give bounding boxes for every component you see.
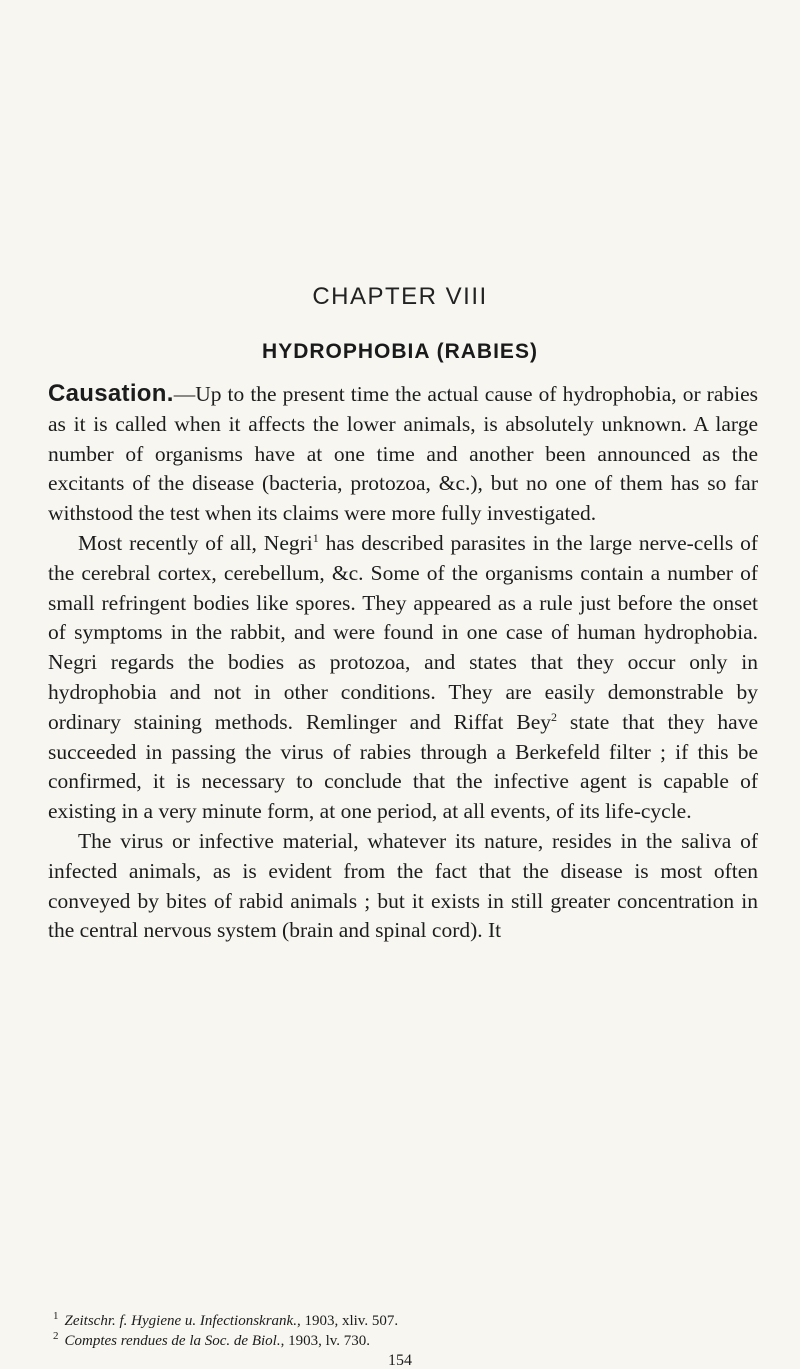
chapter-title: HYDROPHOBIA (RABIES) — [262, 340, 538, 363]
paragraph-3 — [48, 827, 758, 946]
footnote-2 — [53, 1331, 753, 1351]
footnote-ref-1: 1 — [312, 530, 319, 545]
chapter-heading: CHAPTER VIII — [312, 283, 488, 310]
footnote-2-source: Comptes rendues de la Soc. de Biol. — [64, 1333, 281, 1349]
footnotes — [53, 1311, 753, 1351]
footnote-1-mark: 1 — [53, 1310, 59, 1322]
footnote-2-ref: , 1903, lv. 730. — [280, 1333, 371, 1349]
page-number: 154 — [388, 1352, 412, 1369]
section-heading: Causation. — [48, 380, 174, 407]
footnote-2-mark: 2 — [53, 1330, 59, 1342]
footnote-ref-2: 2 — [550, 709, 557, 724]
paragraph-2 — [48, 529, 758, 827]
paragraph-1 — [48, 379, 758, 529]
paragraph-2-text-a: Most recently of all, Negri — [78, 530, 313, 555]
paragraph-1-text: —Up to the present time the actual cause of hydrophobia, or rabies as it is called when it affects the lower animals, is absolutely unknown. A large number of organisms have at one time and another been announced as the excitants of the disease (bacteria, protozoa, &c.), but no one of them has so far withstood the test when its claims were more fully investigated. — [48, 382, 758, 526]
body-text — [48, 379, 758, 946]
footnote-1-ref: , 1903, xliv. 507. — [296, 1313, 399, 1329]
paragraph-3-text: The virus or infective material, whatever its nature, resides in the saliva of infected animals, as is evident from the fact that the disease is most often conveyed by bites of rabid animals ; but it exists in still greater concentration in the central nervous system (brain and spinal cord). It — [48, 828, 758, 943]
footnote-1 — [53, 1311, 753, 1331]
paragraph-2-text-b: has described parasites in the large nerve-cells of the cerebral cortex, cerebellum, &c. Some of the organisms contain a number of small refringent bodies like spores. They appeared as a rule just before the onset of symptoms in the rabbit, and were found in one case of human hydrophobia. Negri regards the bodies as protozoa, and states that they occur only in hydrophobia and not in other conditions. They are easily demonstrable by ordinary staining methods. Remlinger and Riffat Bey — [48, 530, 758, 734]
footnote-1-source: Zeitschr. f. Hygiene u. Infectionskrank. — [64, 1313, 297, 1329]
paragraph-2-text-c: state that they have succeeded in passing the virus of rabies through a Berkefeld filter ; if this be confirmed, it is necessary to conclude that the infective agent is capable of existing in a very minute form, at one period, at all events, of its life-cycle. — [48, 709, 758, 824]
